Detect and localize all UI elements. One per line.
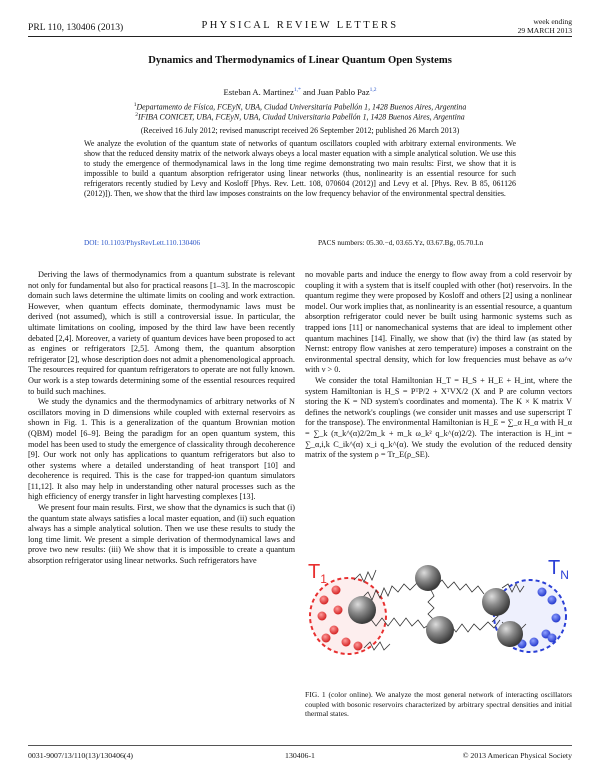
footer-rule <box>28 745 572 746</box>
abstract: We analyze the evolution of the quantum state of networks of quantum oscillators coupled with arbitrary external environments. We show that the reduced density matrix of the network always obeys a local master equation with a simple analytical solution. We use this to study the emergence of thermodynamical laws in the long time regime demonstrating two main results: First, we show that it is impossible to build a quantum absorption refrigerator using linear networks (thus, nonlinearity is an essential resource for such refrigerators recently studied by Levy and Kosloff [Phys. Rev. Lett. 108, 070604 (2012)] and Levy et al. [Phys. Rev. B 85, 061126 (2012)]). Then, we show that the third law imposes constraints on the low frequency behavior of the environmental spectral densities. <box>84 139 516 199</box>
oscillator-node <box>415 565 441 591</box>
received-dates: (Received 16 July 2012; revised manuscript received 26 September 2012; published 26 March 2013) <box>140 126 460 135</box>
author-affiliation-mark[interactable]: 1,* <box>293 87 301 94</box>
page-number: 130406-1 <box>285 751 315 760</box>
affiliation-mark: 2 <box>135 112 139 118</box>
date-label: 29 MARCH 2013 <box>517 26 572 35</box>
journal-citation: PRL 110, 130406 (2013) <box>28 22 124 33</box>
temperature-label-left: $T_1$ <box>308 561 327 586</box>
issue-date <box>518 17 572 35</box>
body-column-right <box>305 270 572 461</box>
affiliation-2 <box>0 110 600 123</box>
affiliation-text: IFIBA CONICET, UBA, FCEyN, UBA, Ciudad Universitaria Pabellón 1, 1428 Buenos Aires, Argentina <box>138 112 465 122</box>
header-rule <box>28 36 572 37</box>
copyright: © 2013 American Physical Society <box>462 751 572 760</box>
figure-caption: FIG. 1 (color online). We analyze the most general network of interacting oscillators coupled with bosonic reservoirs characterized by arbitrary spectral densities and initial thermal states. <box>305 690 572 719</box>
body-paragraph: no movable parts and induce the energy to flow away from a cold reservoir by coupling it with a system that is itself coupled with other (hot) reservoirs. In the quantum regime they were proposed by Kosloff and others [2] using a nonlinear model. Our work implies that, as nonlinearity is an essential resource, a quantum absorption refrigerator could never be built using harmonic systems such as trapped ions [11] or nanomechanical systems that are ideal to implement other quantum machines [14]. Finally, we show that (iv) the third law (as stated by Nernst: entropy flow vanishes at zero temperature) imposes a constraint on the environmental spectral density, which for low frequencies must behave as ω^ν with ν > 0. <box>305 270 572 375</box>
oscillator-node <box>497 621 523 647</box>
journal-name: PHYSICAL REVIEW LETTERS <box>201 20 399 31</box>
author-line <box>0 87 600 97</box>
affiliation-mark: 1 <box>133 102 137 108</box>
figure-network-diagram <box>302 538 574 680</box>
body-column-left <box>28 270 295 567</box>
body-paragraph: We consider the total Hamiltonian H_T = H_S + H_E + H_int, where the system Hamiltonian is H_S = PᵀP/2 + XᵀVX/2 (X and P are column vectors storing the K = ND system's coordinates and momenta). The K × K matrix V defines the network's couplings (we consider unit masses and use superscript T for the transpose). The environmental Hamiltonian is H_E = ∑_α H_α with H_α = ∑_k (π_k^(α)2/2m_k + m_k ω_k² q_k^(α)2/2). The interaction is H_int = ∑_α,i,k C_ik^(α) x_i q_k^(α). We study the evolution of the reduced density matrix of the system ρ = Tr_E(ρ_SE). <box>305 375 572 460</box>
body-paragraph: We present four main results. First, we show that the dynamics is such that (i) the quantum state always satisfies a local master equation, and (ii) such equation always has a simple analytical solution. Then we use these results to study the long time limit. We present a simple derivation of thermodynamical laws and prove two new results: (iii) We show that it is impossible to create a quantum absorption refrigerator using linear networks. Such refrigerators have <box>28 503 295 566</box>
footer-code: 0031-9007/13/110(13)/130406(4) <box>28 751 133 760</box>
author-name: Esteban A. Martinez <box>223 87 294 97</box>
week-ending-label: week ending <box>533 17 572 26</box>
oscillator-node <box>482 588 510 616</box>
paper-title: Dynamics and Thermodynamics of Linear Quantum Open Systems <box>148 55 452 66</box>
body-paragraph: We study the dynamics and the thermodynamics of arbitrary networks of N oscillators moving in D dimensions while coupled with external reservoirs as shown in Fig. 1. This is a generalization of the quantum Brownian motion (QBM) model [6–9]. Being the paradigm for an open quantum system, this model has been used to study the emergence of classicality through decoherence [9]. Our work not only has applications to quantum refrigerators but also to other systems where a detailed understanding of heat transport [10] and decoherence is required. This is the case for trapped-ion quantum simulators [11,12]. It also may help in understanding other natural processes such as the high efficiency of energy transfer in light harvesting complexes [13]. <box>28 397 295 502</box>
doi-link[interactable]: DOI: 10.1103/PhysRevLett.110.130406 <box>84 238 201 247</box>
temperature-label-right: $T_N$ <box>548 557 569 582</box>
affiliation-text: Departamento de Física, FCEyN, UBA, Ciudad Universitaria Pabellón 1, 1428 Buenos Aires, Argentina <box>136 102 467 112</box>
body-paragraph: Deriving the laws of thermodynamics from a quantum substrate is relevant not only for fundamental but also for practical reasons [1–3]. In the macroscopic domain such laws determine the ultimate limits on cooling and work extraction. However, when quantum effects dominate, thermodynamic laws must be derived (not assumed), which is still a controversial issue. In particular, the ultimate limitations on cooling, imposed by the third law have been recently debated [2,4]. Moreover, a variety of quantum devices have been proposed to act as engines or refrigerators [2,5]. Among them, the quantum absorption refrigerator [2], whose description does not admit a phenomenological approach. The resources required for quantum refrigerators to operate are not fully known. Our work is a step towards determining some of the essential resources required to build such machines. <box>28 270 296 396</box>
pacs-numbers: PACS numbers: 05.30.−d, 03.65.Yz, 03.67.Bg, 05.70.Ln <box>318 238 484 247</box>
oscillator-node <box>348 596 376 624</box>
author-name: Juan Pablo Paz <box>317 87 370 97</box>
author-affiliation-mark[interactable]: 1,2 <box>369 87 377 94</box>
author-conjunction: and <box>300 87 318 97</box>
oscillator-node <box>426 616 454 644</box>
